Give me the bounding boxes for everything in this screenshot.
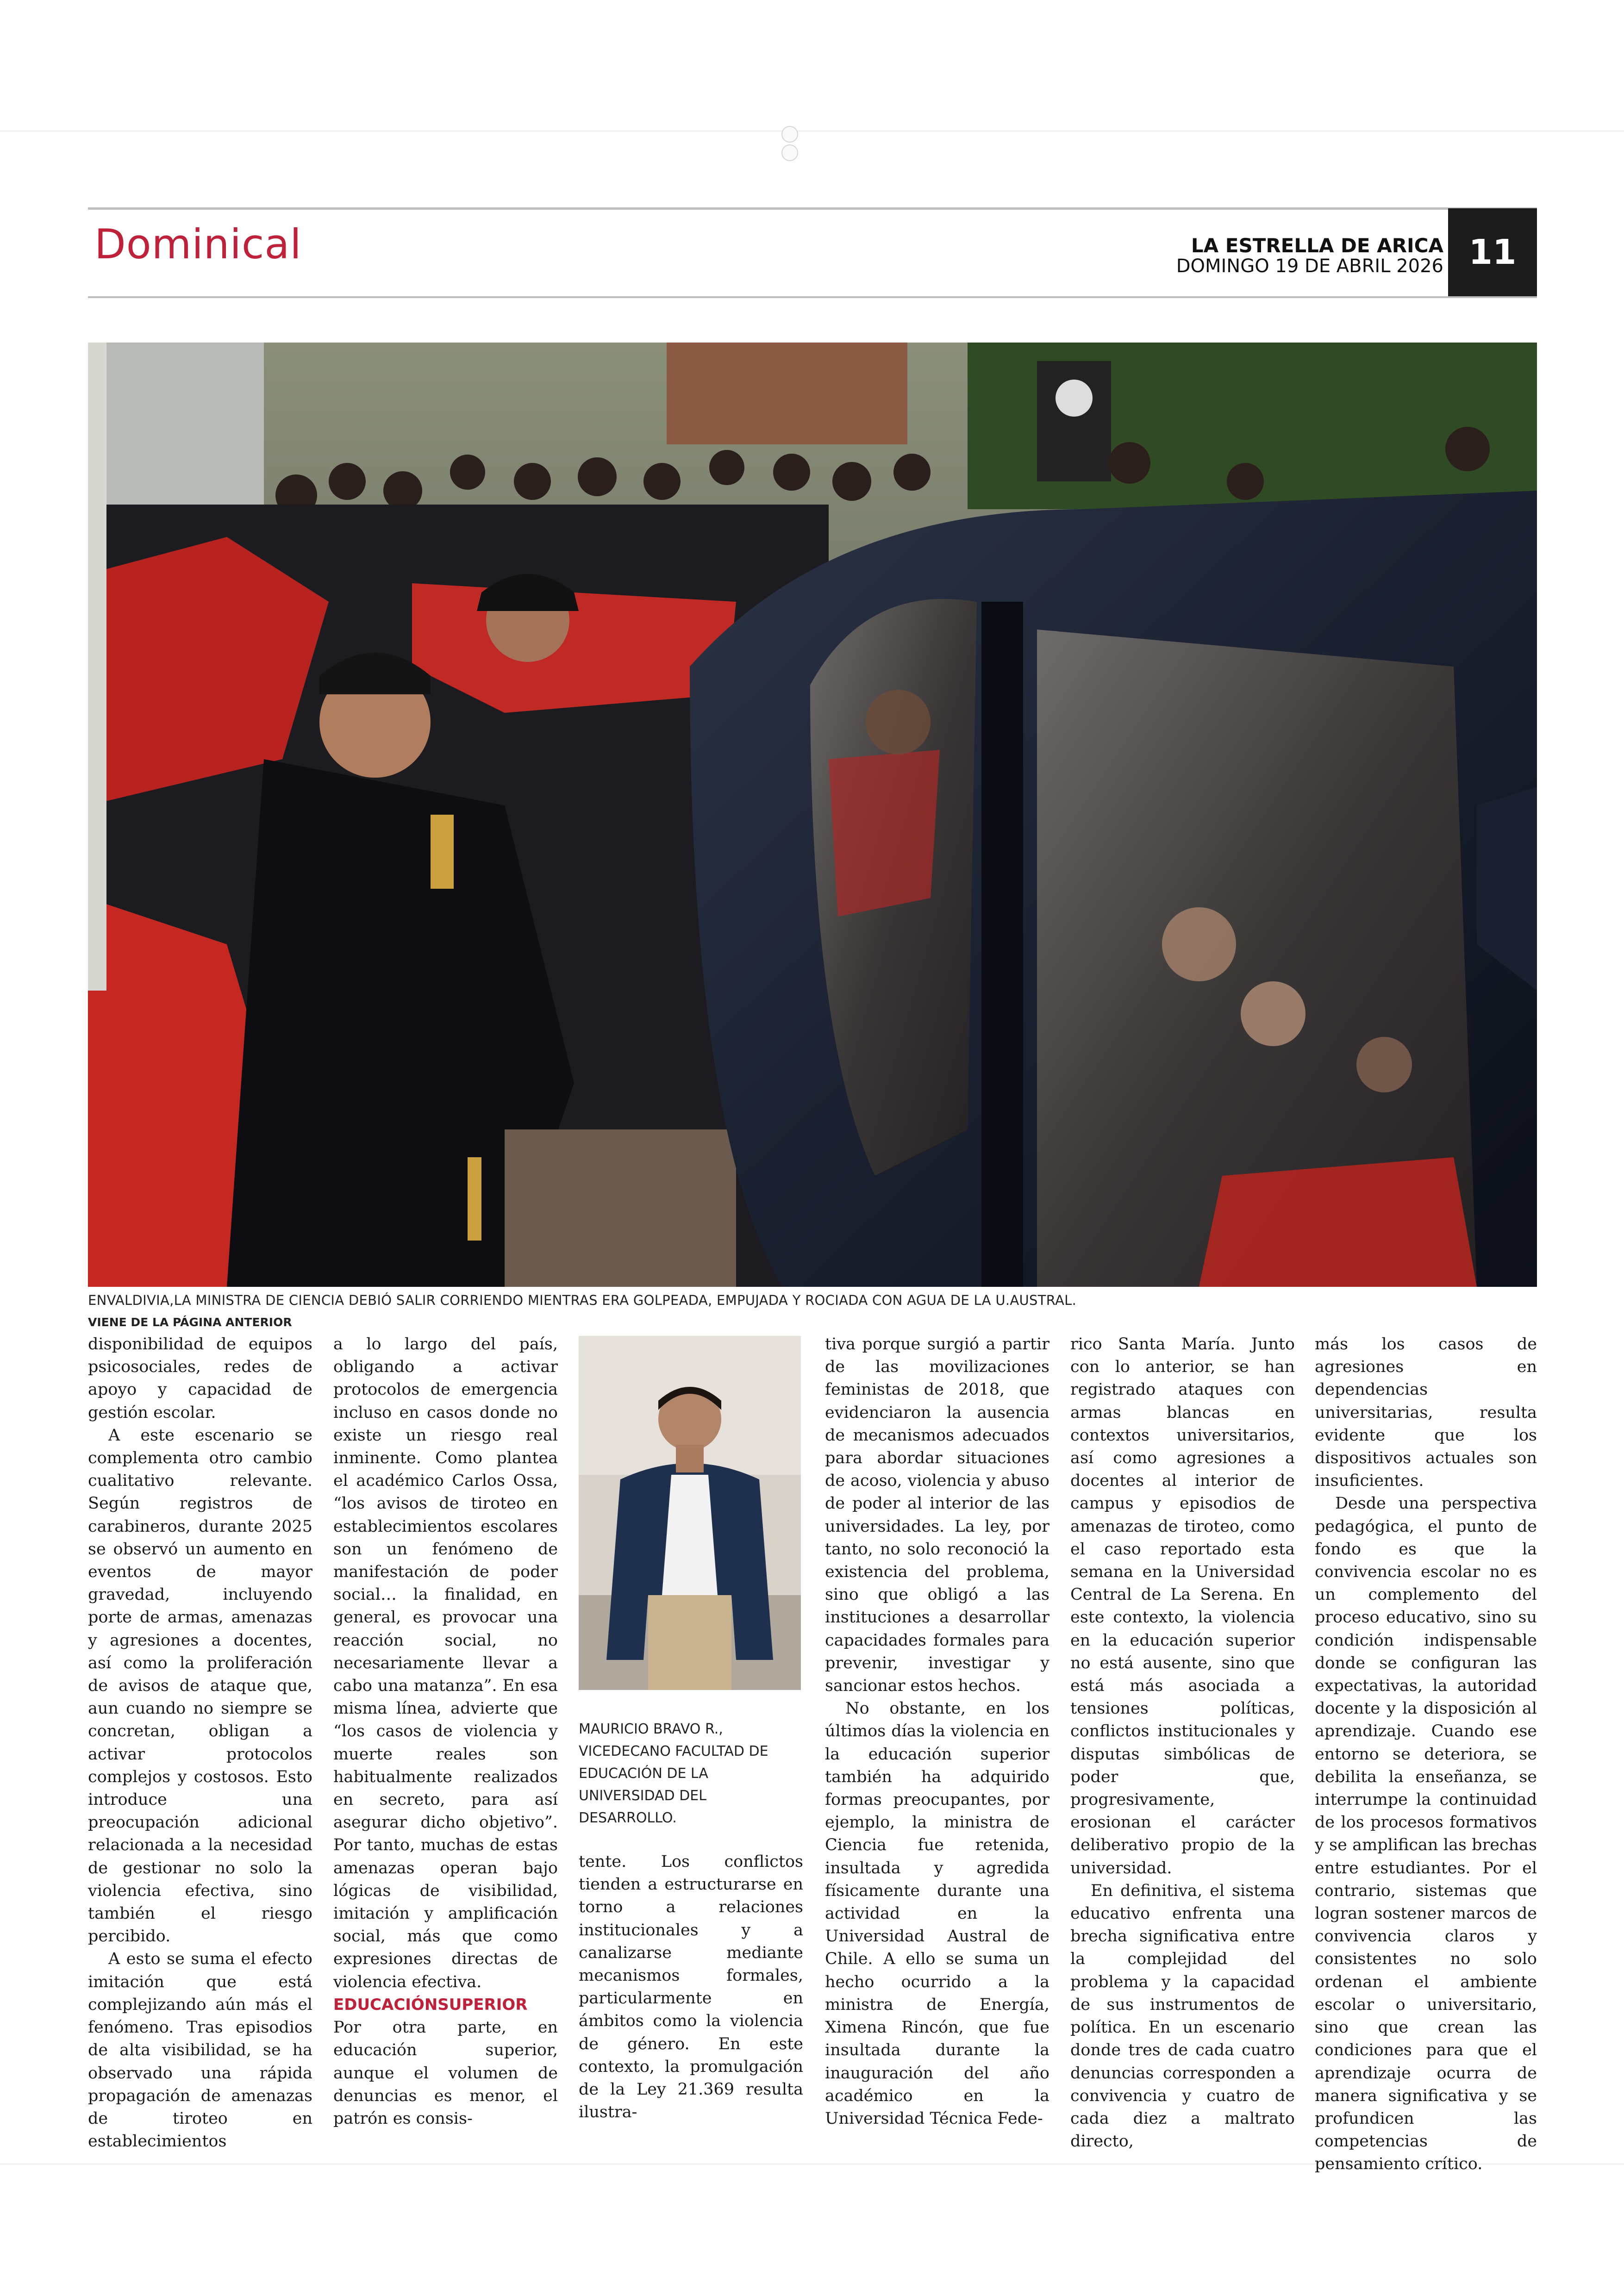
page-number: 11 [1448, 208, 1537, 296]
article-column-4 [825, 1333, 1049, 2130]
prev-page-icon[interactable] [781, 126, 798, 143]
paragraph: disponibilidad de equipos psicosociales, redes de apoyo y capacidad de gestión escolar. [88, 1335, 312, 1422]
crowd-car-photo-illustration [88, 343, 1537, 1287]
author-name: MAURICIO BRAVO R., [579, 1721, 723, 1737]
author-role: DESARROLLO. [579, 1810, 677, 1826]
author-photo-illustration [579, 1336, 801, 1690]
article-column-5 [1070, 1333, 1295, 2153]
section-title: Dominical [94, 220, 302, 268]
author-role: EDUCACIÓN DE LA [579, 1765, 708, 1782]
subheading: EDUCACIÓNSUPERIOR [333, 1995, 528, 2014]
main-photo [88, 343, 1537, 1287]
paragraph: tiva porque surgió a partir de las movilizaciones feministas de 2018, que evidenciaron la ausencia de mecanismos adecuados para abordar situaciones de acoso, violencia y abuso de poder al interior de las universidades. La ley, por tanto, no solo reconoció la existencia del problema, sino que obligó a las instituciones a desarrollar capacidades formales para prevenir, investigar y sancionar estos hechos. [825, 1335, 1049, 1696]
paragraph: más los casos de agresiones en dependencias universitarias, resulta evidente que los dispositivos actuales son insuficientes. [1315, 1335, 1537, 1491]
paragraph: Por otra parte, en educación superior, aunque el volumen de denuncias es menor, el patrón es consis- [333, 2018, 558, 2128]
page-nav-dots[interactable] [781, 126, 823, 144]
header-rule-bottom [88, 296, 1537, 298]
header-rule-top [88, 207, 1537, 210]
paragraph: A esto se suma el efecto imitación que está complejizando aún más el fenómeno. Tras episodios de alta visibilidad, se ha observado una rápida propagación de amenazas de tiroteo en establecimientos [88, 1950, 312, 2151]
paragraph: A este escenario se complementa otro cambio cualitativo relevante. Según registros de carabineros, durante 2025 se observó un aumento en eventos de mayor gravedad, incluyendo porte de armas, amenazas y agresiones a docentes, así como la proliferación de avisos de ataque que, aun cuando no siempre se concretan, obligan a activar protocolos complejos y costosos. Esto introduce una preocupación adicional relacionada a la necesidad de gestionar no solo la violencia efectiva, sino también el riesgo percibido. [88, 1426, 312, 1946]
article-column-1 [88, 1333, 312, 2153]
continued-from-label: VIENE DE LA PÁGINA ANTERIOR [88, 1316, 292, 1329]
author-role: UNIVERSIDAD DEL [579, 1788, 706, 1804]
article-column-6 [1315, 1333, 1537, 2176]
author-role: VICEDECANO FACULTAD DE [579, 1743, 768, 1759]
next-page-icon[interactable] [781, 144, 798, 161]
paragraph: En definitiva, el sistema educativo enfrenta una brecha significativa entre la complejidad del problema y la capacidad de sus instrumentos de política. En un escenario donde tres de cada cuatro denuncias corresponden a convivencia y cuatro de cada diez a maltrato directo, [1070, 1881, 1295, 2151]
paragraph: tente. Los conflictos tienden a estructurarse en torno a relaciones institucionales y a canalizarse mediante mecanismos formales, particularmente en ámbitos como la violencia de género. En este contexto, la promulgación de la Ley 21.369 resulta ilustra- [579, 1852, 803, 2122]
paragraph: No obstante, en los últimos días la violencia en la educación superior también ha adquirido formas preocupantes, por ejemplo, la ministra de Ciencia fue retenida, insultada y agredida físicamente durante una actividad en la Universidad Austral de Chile. A ello se suma un hecho ocurrido a la ministra de Energía, Ximena Rincón, que fue insultada durante la inauguración del año académico en la Universidad Técnica Fede- [825, 1699, 1049, 2128]
article-column-2 [333, 1333, 558, 2130]
paragraph: a lo largo del país, obligando a activar protocolos de emergencia incluso en casos donde no existe un riesgo real inminente. Como plantea el académico Carlos Ossa, “los avisos de tiroteo en establecimientos escolares son un fenómeno de manifestación de poder social… la finalidad, en general, es provocar una reacción social, no necesariamente llevar a cabo una matanza”. En esa misma línea, advierte que “los casos de violencia y muerte reales son habitualmente realizados en secreto, para así asegurar dicho objetivo”. Por tanto, muchas de estas amenazas operan bajo lógicas de visibilidad, imitación y amplificación social, más que como expresiones directas de violencia efectiva. [333, 1335, 558, 1991]
article-column-3 [579, 1851, 803, 2124]
photo-caption: ENVALDIVIA,LA MINISTRA DE CIENCIA DEBIÓ SALIR CORRIENDO MIENTRAS ERA GOLPEADA, EMPUJADA Y ROCIADA CON AGUA DE LA U.AUSTRAL. [88, 1292, 1077, 1308]
paragraph: rico Santa María. Junto con lo anterior, se han registrado ataques con armas blancas en contextos universitarios, así como agresiones a docentes al interior de campus y episodios de amenazas de tiroteo, como el caso reportado esta semana en la Universidad Central de La Serena. En este contexto, la violencia en la educación superior no está ausente, sino que está más asociada a tensiones políticas, conflictos institucionales y disputas simbólicas de poder que, progresivamente, erosionan el carácter deliberativo propio de la universidad. [1070, 1335, 1295, 1877]
issue-date: DOMINGO 19 DE ABRIL 2026 [1176, 256, 1443, 277]
paragraph: Desde una perspectiva pedagógica, el punto de fondo es que la convivencia escolar no es un complemento del proceso educativo, sino su condición indispensable donde se configuran las expectativas, la autoridad docente y la disposición al aprendizaje. Cuando ese entorno se deteriora, se debilita la enseñanza, se interrumpe la continuidad de los procesos formativos y se amplifican las brechas entre estudiantes. Por el contrario, sistemas que logran sostener marcos de convivencia claros y consistentes no solo ordenan el ambiente escolar o universitario, sino que crean las condiciones para que el aprendizaje ocurra de manera significativa y se profundicen las competencias de pensamiento crítico. [1315, 1494, 1537, 2174]
author-caption [579, 1718, 801, 1829]
author-portrait [579, 1336, 801, 1690]
newspaper-name: LA ESTRELLA DE ARICA [1191, 234, 1443, 257]
